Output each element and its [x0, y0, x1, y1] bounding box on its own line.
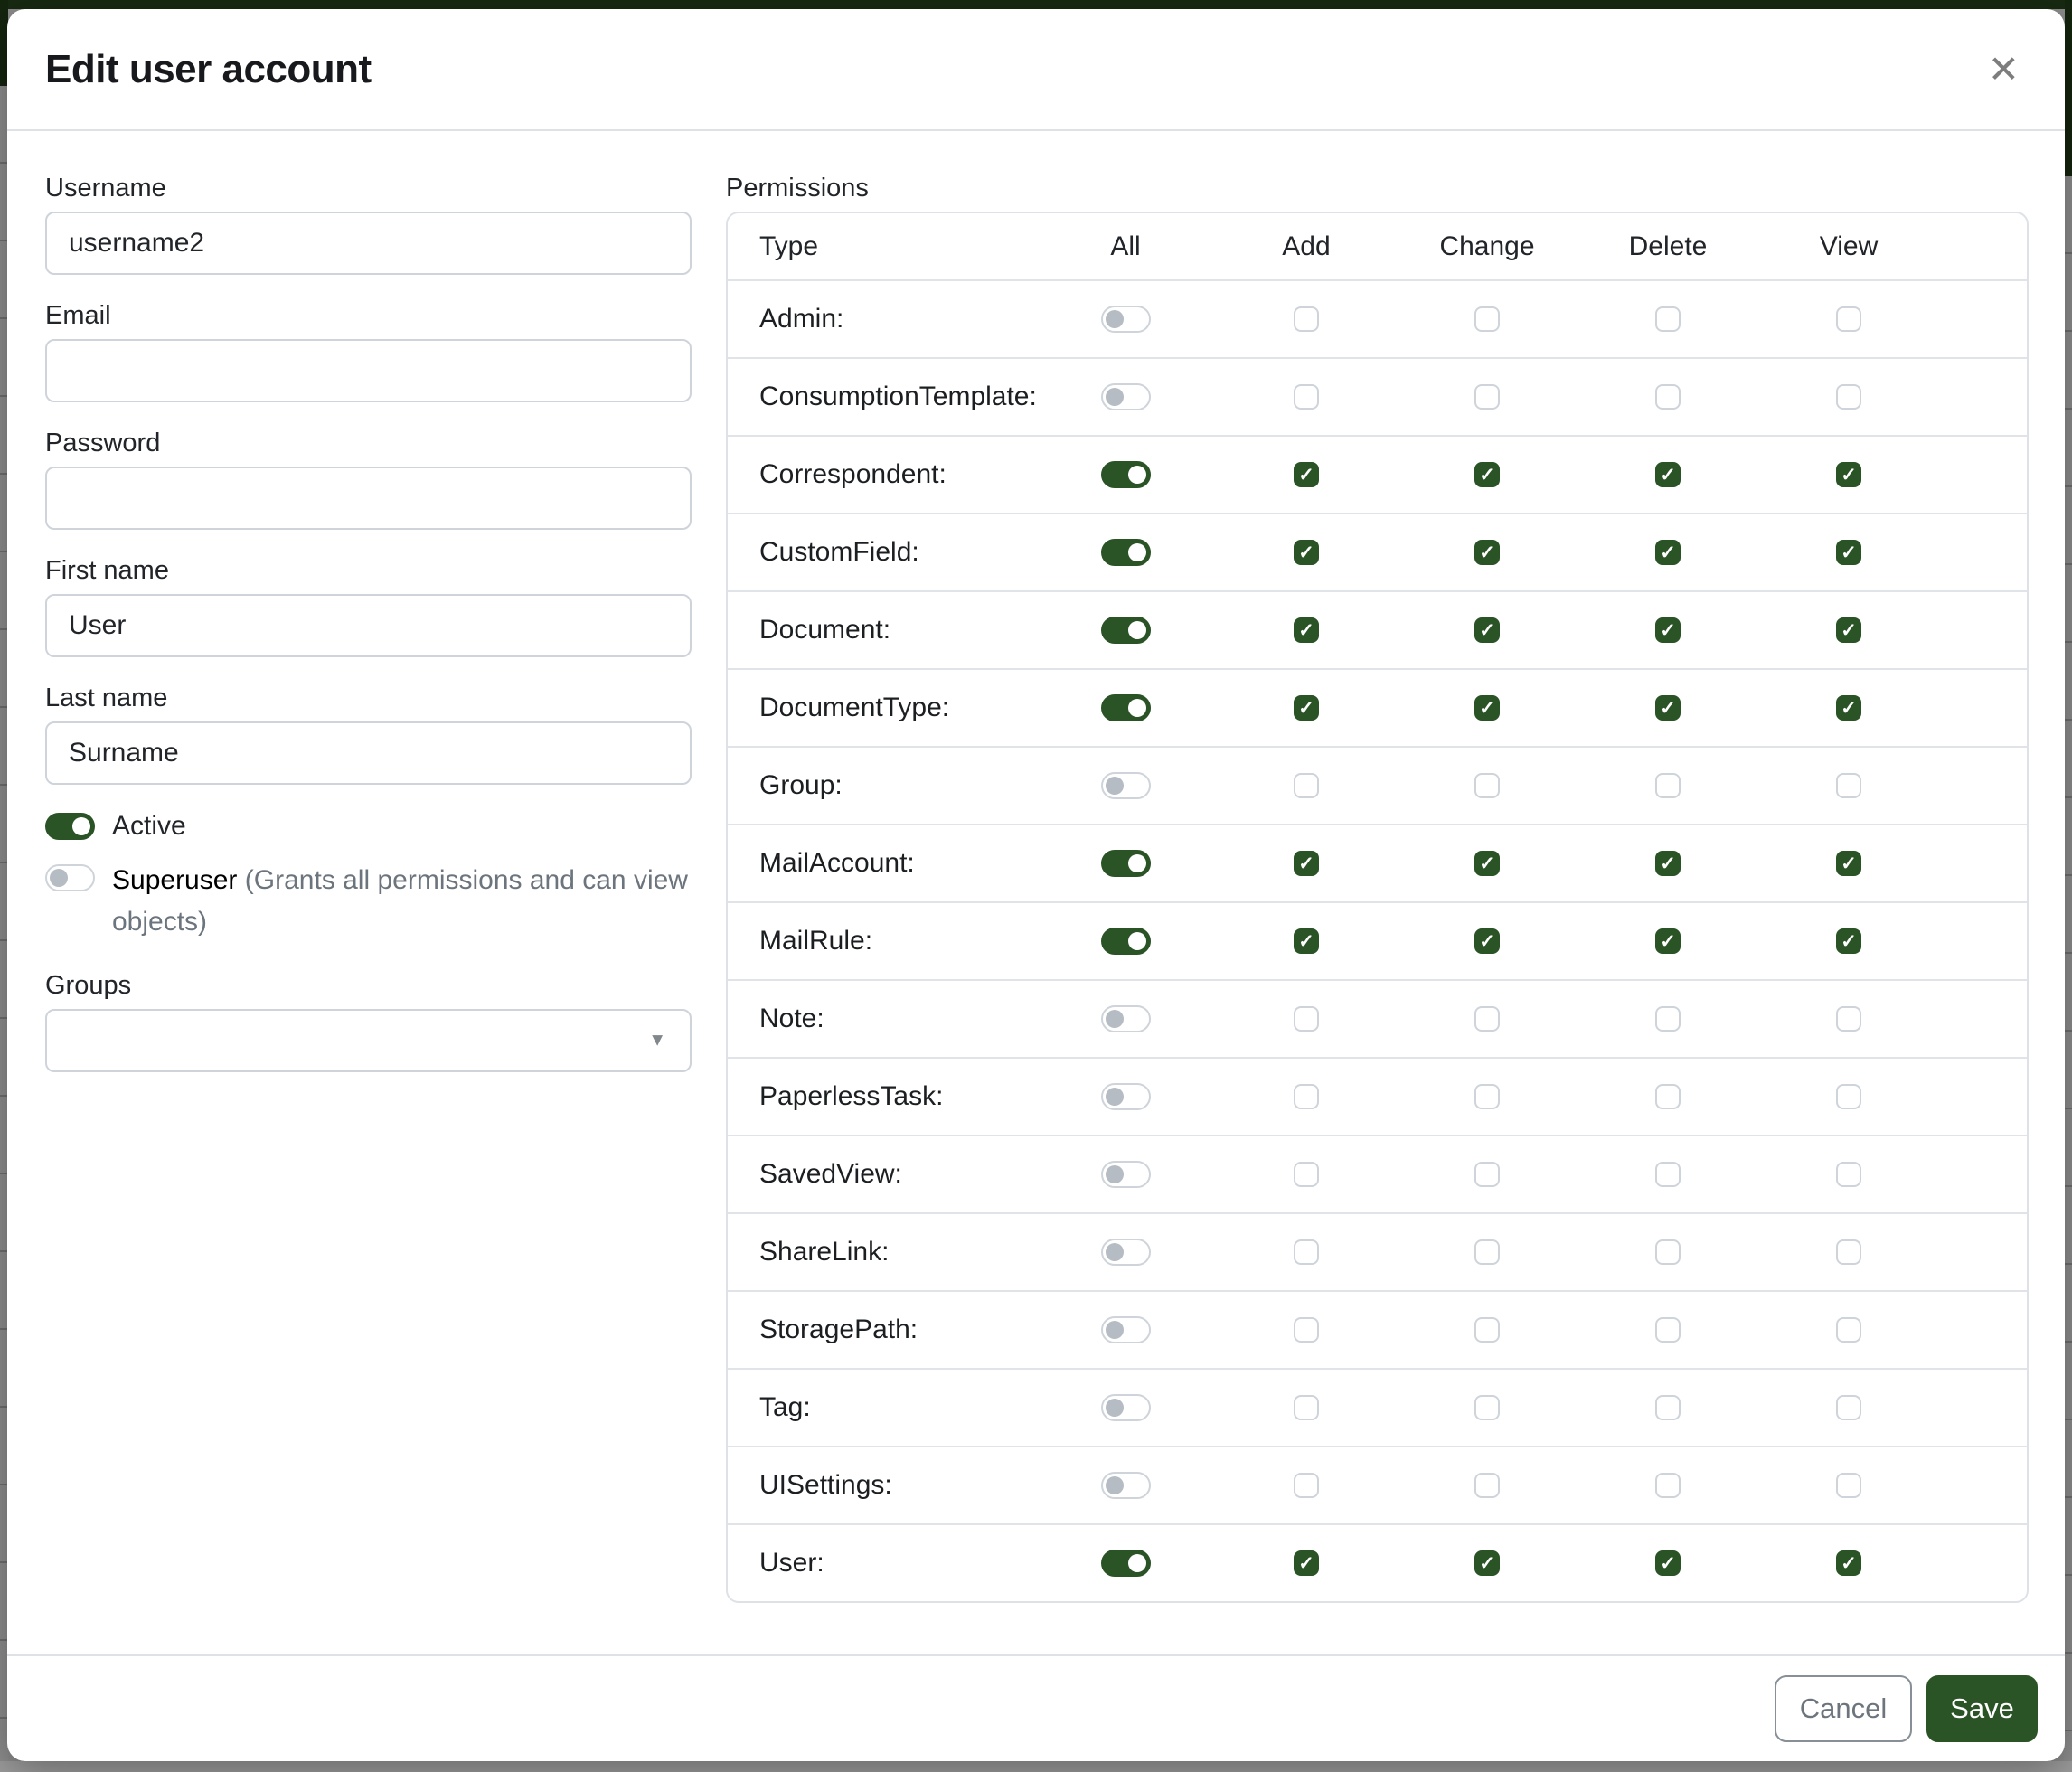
- permission-add-checkbox[interactable]: ✓: [1294, 617, 1319, 643]
- permission-add-checkbox[interactable]: [1294, 773, 1319, 798]
- permission-add-checkbox[interactable]: [1294, 384, 1319, 410]
- permission-change-checkbox[interactable]: [1474, 1239, 1500, 1265]
- permission-row: [728, 1368, 2027, 1446]
- permission-add-checkbox[interactable]: ✓: [1294, 851, 1319, 876]
- permission-type-label: Group:: [759, 770, 843, 800]
- permission-type-label: CustomField:: [759, 537, 919, 567]
- permission-row: [728, 590, 2027, 668]
- toggle-knob: [1106, 1321, 1124, 1339]
- permission-change-checkbox[interactable]: ✓: [1474, 617, 1500, 643]
- permission-add-checkbox[interactable]: ✓: [1294, 1550, 1319, 1576]
- permission-all-toggle[interactable]: [1101, 1005, 1151, 1032]
- permission-add-checkbox[interactable]: [1294, 1162, 1319, 1187]
- superuser-toggle[interactable]: [45, 864, 95, 891]
- password-label: Password: [45, 429, 161, 457]
- permission-all-toggle[interactable]: [1101, 1161, 1151, 1188]
- permission-row: [728, 1523, 2027, 1601]
- permission-row: [728, 1057, 2027, 1135]
- permission-change-checkbox[interactable]: [1474, 773, 1500, 798]
- toggle-knob: [1106, 310, 1124, 328]
- permission-row: [728, 1212, 2027, 1290]
- permission-change-checkbox[interactable]: ✓: [1474, 540, 1500, 565]
- groups-label: Groups: [45, 971, 132, 1000]
- last-name-field[interactable]: [45, 721, 692, 785]
- permission-delete-checkbox[interactable]: [1655, 1239, 1681, 1265]
- superuser-label-block: [112, 860, 692, 943]
- permission-view-checkbox[interactable]: [1836, 1239, 1861, 1265]
- toggle-knob: [1106, 1243, 1124, 1261]
- permission-view-checkbox[interactable]: [1836, 384, 1861, 410]
- permission-delete-checkbox[interactable]: [1655, 773, 1681, 798]
- column-header-delete: Delete: [1628, 231, 1708, 261]
- save-button[interactable]: Save: [1926, 1675, 2038, 1742]
- active-row: [45, 810, 692, 843]
- password-field[interactable]: [45, 467, 692, 530]
- permission-view-checkbox[interactable]: ✓: [1836, 462, 1861, 487]
- permission-all-toggle[interactable]: [1101, 383, 1151, 410]
- email-field[interactable]: [45, 339, 692, 402]
- permission-type-label: User:: [759, 1548, 824, 1578]
- toggle-knob: [50, 869, 68, 887]
- permission-row: [728, 279, 2027, 357]
- permission-delete-checkbox[interactable]: ✓: [1655, 851, 1681, 876]
- permission-view-checkbox[interactable]: ✓: [1836, 1550, 1861, 1576]
- permission-add-checkbox[interactable]: [1294, 1317, 1319, 1343]
- groups-group: [45, 970, 692, 1072]
- permission-view-checkbox[interactable]: ✓: [1836, 540, 1861, 565]
- permissions-table-header: [728, 213, 2027, 279]
- permission-type-label: PaperlessTask:: [759, 1081, 944, 1111]
- permission-delete-checkbox[interactable]: ✓: [1655, 462, 1681, 487]
- cancel-button[interactable]: Cancel: [1775, 1675, 1912, 1742]
- permission-all-toggle[interactable]: [1101, 539, 1151, 566]
- permission-all-toggle[interactable]: [1101, 1316, 1151, 1343]
- permission-delete-checkbox[interactable]: [1655, 1395, 1681, 1420]
- permission-row: [728, 1290, 2027, 1368]
- password-group: [45, 428, 692, 530]
- permission-add-checkbox[interactable]: ✓: [1294, 695, 1319, 721]
- permission-change-checkbox[interactable]: [1474, 384, 1500, 410]
- superuser-hint: (Grants all permissions and can view objects): [112, 865, 688, 937]
- last-name-group: [45, 683, 692, 785]
- permission-delete-checkbox[interactable]: ✓: [1655, 695, 1681, 721]
- dialog-body: [7, 131, 2065, 1654]
- permission-view-checkbox[interactable]: ✓: [1836, 617, 1861, 643]
- permission-add-checkbox[interactable]: ✓: [1294, 928, 1319, 954]
- toggle-knob: [1128, 699, 1146, 717]
- permission-all-toggle[interactable]: [1101, 1550, 1151, 1577]
- permission-delete-checkbox[interactable]: [1655, 1162, 1681, 1187]
- permission-all-toggle[interactable]: [1101, 306, 1151, 333]
- permission-delete-checkbox[interactable]: [1655, 1473, 1681, 1498]
- permission-add-checkbox[interactable]: [1294, 306, 1319, 332]
- toggle-knob: [1106, 1476, 1124, 1494]
- permission-view-checkbox[interactable]: ✓: [1836, 695, 1861, 721]
- permission-all-toggle[interactable]: [1101, 928, 1151, 955]
- toggle-knob: [1106, 777, 1124, 795]
- permission-all-toggle[interactable]: [1101, 850, 1151, 877]
- permission-row: [728, 668, 2027, 746]
- permission-change-checkbox[interactable]: [1474, 306, 1500, 332]
- toggle-knob: [1106, 1399, 1124, 1417]
- page-behind-header: [0, 0, 2072, 9]
- permission-all-toggle[interactable]: [1101, 617, 1151, 644]
- permission-all-toggle[interactable]: [1101, 1472, 1151, 1499]
- permission-add-checkbox[interactable]: [1294, 1084, 1319, 1109]
- toggle-knob: [1128, 854, 1146, 872]
- permission-add-checkbox[interactable]: ✓: [1294, 462, 1319, 487]
- username-label: Username: [45, 174, 166, 203]
- column-header-view: View: [1819, 231, 1879, 261]
- modal-backdrop-right: [2064, 176, 2072, 1772]
- permission-change-checkbox[interactable]: ✓: [1474, 851, 1500, 876]
- permission-delete-checkbox[interactable]: [1655, 1006, 1681, 1032]
- permission-view-checkbox[interactable]: [1836, 1084, 1861, 1109]
- permission-view-checkbox[interactable]: ✓: [1836, 928, 1861, 954]
- email-label: Email: [45, 301, 111, 330]
- permission-add-checkbox[interactable]: [1294, 1473, 1319, 1498]
- permission-type-label: StoragePath:: [759, 1315, 918, 1344]
- permission-change-checkbox[interactable]: [1474, 1473, 1500, 1498]
- permission-type-label: Admin:: [759, 304, 844, 334]
- toggle-knob: [1128, 543, 1146, 561]
- permissions-table-body: [728, 279, 2027, 1601]
- toggle-knob: [1106, 388, 1124, 406]
- column-header-change: Change: [1439, 231, 1535, 261]
- permission-type-label: Correspondent:: [759, 459, 947, 489]
- permission-all-toggle[interactable]: [1101, 694, 1151, 721]
- user-form: [45, 173, 692, 1654]
- column-header-add: Add: [1282, 231, 1331, 261]
- permission-delete-checkbox[interactable]: ✓: [1655, 617, 1681, 643]
- permission-row: [728, 357, 2027, 435]
- permission-row: [728, 1446, 2027, 1523]
- close-icon[interactable]: ✕: [1983, 45, 2025, 94]
- permission-all-toggle[interactable]: [1101, 1394, 1151, 1421]
- toggle-knob: [1106, 1165, 1124, 1183]
- column-header-all: All: [1110, 231, 1141, 261]
- permission-add-checkbox[interactable]: ✓: [1294, 540, 1319, 565]
- permission-change-checkbox[interactable]: ✓: [1474, 462, 1500, 487]
- first-name-label: First name: [45, 556, 169, 585]
- permission-row: [728, 1135, 2027, 1212]
- active-toggle[interactable]: [45, 813, 95, 840]
- username-group: [45, 173, 692, 275]
- first-name-field[interactable]: [45, 594, 692, 657]
- permission-all-toggle[interactable]: [1101, 772, 1151, 799]
- permissions-section: [726, 173, 2029, 1654]
- permission-type-label: MailAccount:: [759, 848, 915, 878]
- permission-row: [728, 513, 2027, 590]
- permission-type-label: Tag:: [759, 1392, 811, 1422]
- permission-view-checkbox[interactable]: [1836, 1395, 1861, 1420]
- last-name-label: Last name: [45, 683, 168, 712]
- permission-change-checkbox[interactable]: ✓: [1474, 928, 1500, 954]
- permission-view-checkbox[interactable]: [1836, 1473, 1861, 1498]
- superuser-row: [45, 864, 692, 943]
- dialog-title: Edit user account: [45, 46, 372, 91]
- permission-all-toggle[interactable]: [1101, 1083, 1151, 1110]
- permission-change-checkbox[interactable]: [1474, 1084, 1500, 1109]
- permission-delete-checkbox[interactable]: [1655, 1317, 1681, 1343]
- chevron-down-icon: ▼: [648, 1030, 666, 1051]
- permission-add-checkbox[interactable]: [1294, 1006, 1319, 1032]
- permission-change-checkbox[interactable]: ✓: [1474, 695, 1500, 721]
- permission-type-label: Document:: [759, 615, 891, 645]
- first-name-group: [45, 555, 692, 657]
- permission-view-checkbox[interactable]: [1836, 1162, 1861, 1187]
- permission-change-checkbox[interactable]: ✓: [1474, 1550, 1500, 1576]
- toggle-knob: [72, 817, 90, 835]
- permission-view-checkbox[interactable]: [1836, 1006, 1861, 1032]
- toggle-knob: [1106, 1010, 1124, 1028]
- username-input[interactable]: [45, 212, 692, 275]
- permission-change-checkbox[interactable]: [1474, 1162, 1500, 1187]
- modal-backdrop-bottom: [0, 1761, 2072, 1772]
- permission-type-label: ShareLink:: [759, 1237, 890, 1267]
- permissions-label: Permissions: [726, 174, 869, 203]
- permission-add-checkbox[interactable]: [1294, 1239, 1319, 1265]
- permission-row: [728, 435, 2027, 513]
- permission-view-checkbox[interactable]: [1836, 1317, 1861, 1343]
- permission-type-label: SavedView:: [759, 1159, 902, 1189]
- permission-delete-checkbox[interactable]: [1655, 384, 1681, 410]
- permission-all-toggle[interactable]: [1101, 461, 1151, 488]
- permission-delete-checkbox[interactable]: ✓: [1655, 928, 1681, 954]
- permission-type-label: MailRule:: [759, 926, 873, 956]
- toggle-knob: [1128, 1554, 1146, 1572]
- permission-row: [728, 979, 2027, 1057]
- toggle-knob: [1128, 466, 1146, 484]
- groups-select[interactable]: [45, 1009, 692, 1072]
- permission-view-checkbox[interactable]: ✓: [1836, 851, 1861, 876]
- permission-delete-checkbox[interactable]: ✓: [1655, 540, 1681, 565]
- permission-type-label: UISettings:: [759, 1470, 892, 1500]
- active-label: Active: [112, 811, 186, 841]
- page-behind-header-right: [2065, 0, 2072, 176]
- permission-delete-checkbox[interactable]: [1655, 1084, 1681, 1109]
- toggle-knob: [1128, 932, 1146, 950]
- permission-all-toggle[interactable]: [1101, 1239, 1151, 1266]
- permission-delete-checkbox[interactable]: [1655, 306, 1681, 332]
- permission-view-checkbox[interactable]: [1836, 773, 1861, 798]
- toggle-knob: [1106, 1088, 1124, 1106]
- permission-add-checkbox[interactable]: [1294, 1395, 1319, 1420]
- dialog-header: [7, 9, 2065, 131]
- permission-change-checkbox[interactable]: [1474, 1317, 1500, 1343]
- permission-row: [728, 746, 2027, 824]
- permission-type-label: DocumentType:: [759, 693, 950, 722]
- email-group: [45, 300, 692, 402]
- permission-row: [728, 901, 2027, 979]
- permission-type-label: Note:: [759, 1004, 824, 1033]
- edit-user-account-dialog: [7, 9, 2065, 1761]
- column-header-type: Type: [759, 231, 819, 261]
- toggle-knob: [1128, 621, 1146, 639]
- permission-view-checkbox[interactable]: [1836, 306, 1861, 332]
- permission-row: [728, 824, 2027, 901]
- permission-change-checkbox[interactable]: [1474, 1395, 1500, 1420]
- permission-change-checkbox[interactable]: [1474, 1006, 1500, 1032]
- permission-delete-checkbox[interactable]: ✓: [1655, 1550, 1681, 1576]
- dialog-footer: [7, 1654, 2065, 1761]
- permission-type-label: ConsumptionTemplate:: [759, 382, 1037, 411]
- permissions-table: [726, 212, 2029, 1603]
- superuser-label: Superuser: [112, 865, 238, 895]
